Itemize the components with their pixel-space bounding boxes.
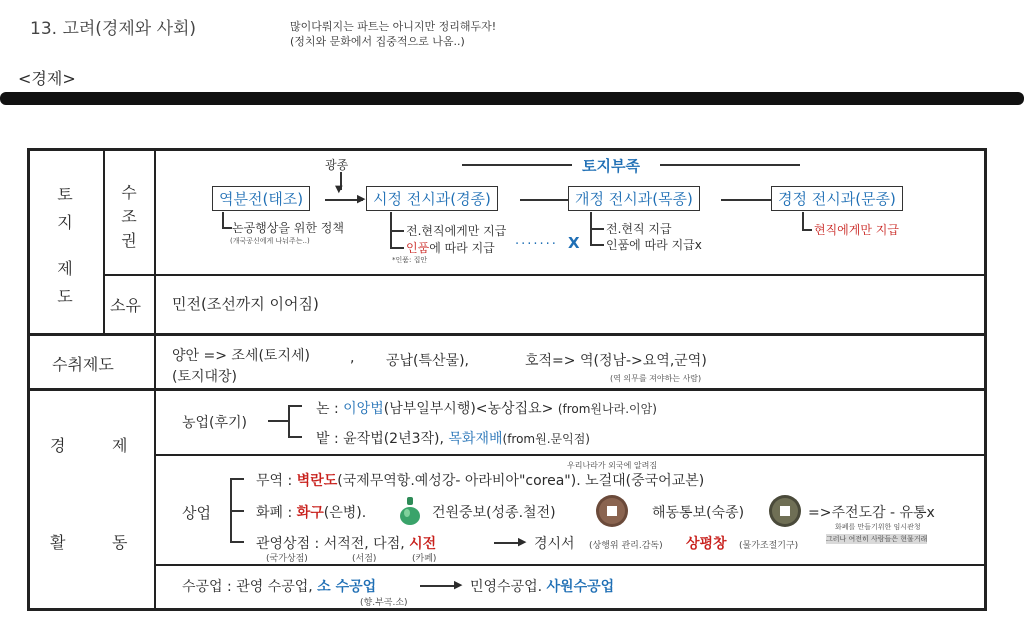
tax-line1a: 양안 => 조세(토지세) [172, 348, 310, 364]
dotted-connector: ······· [515, 237, 558, 252]
craft-line [182, 576, 376, 596]
craft-small: (향.부곡.소) [360, 598, 408, 608]
inpum-text: 인품 [406, 241, 430, 255]
shop-small-2: (서점) [352, 554, 377, 564]
money-small-2: 그러나 여전히 사람들은 현물거래 [826, 535, 928, 543]
commerce-label: 상업 [182, 504, 211, 522]
land-label-1: 토 [57, 185, 73, 204]
gyeongjeong-text: 경정 전시과(문종) [778, 190, 896, 208]
econ-label-3: 활 [50, 533, 66, 552]
craft-line-2 [470, 576, 614, 596]
gaejeong-note-2: 인품에 따라 지급x [606, 238, 702, 252]
gyeongjeong-box [771, 186, 903, 211]
sujo-label-1: 수 [121, 183, 137, 202]
yeokbunjeon-box [212, 186, 310, 211]
so-sugongeop: 소 수공업 [317, 579, 377, 595]
toji-bujok-label: 토지부족 [582, 157, 640, 175]
header-note-2: (정치와 문화에서 집중적으로 나옴..) [290, 35, 465, 48]
section-divider [0, 92, 1024, 105]
sawon-sugongeop: 사원수공업 [546, 579, 615, 595]
mokhwa: 목화재배 [448, 431, 503, 447]
iangbeop: 이앙법 [343, 401, 384, 417]
yeokbunjeon-note: 논공행상을 위한 정책 [232, 221, 344, 235]
sangpyeongchang-note: (물가조절기구) [739, 541, 799, 551]
page-title: 13. 고려(경제와 사회) [30, 19, 197, 39]
tax-small: (역 의무를 져야하는 사람) [610, 374, 702, 383]
inpum-note: *인품: 집안 [392, 256, 428, 264]
craft-a: 수공업 : 관영 수공업, [182, 579, 318, 595]
coin-icon [595, 494, 629, 528]
gaejeong-note-1: 전.현직 지급 [606, 222, 672, 236]
sijeon: 시전 [409, 536, 437, 552]
gwangjong-label: 광종 [325, 158, 349, 172]
sijeong-note-1: 전.현직에게만 지급 [406, 224, 507, 238]
trade-label: 무역 : [256, 473, 297, 489]
sijeong-note-2 [406, 239, 495, 256]
tax-label: 수취제도 [52, 355, 114, 374]
gaejeong-text: 개정 전시과(목종) [575, 190, 693, 208]
craft-c: 민영수공업. [470, 579, 547, 595]
yeokbunjeon-small: (개국공신에게 나눠주는..) [230, 237, 310, 245]
tax-line1b: , [350, 350, 355, 366]
header-note-1: 많이다뤄지는 파트는 아니지만 정리해두자! [290, 20, 497, 33]
agri-bat: 밭 : 윤작법(2년3작), [316, 431, 449, 447]
shop-a: 관영상점 : 서적전, 다점, [256, 536, 410, 552]
money-small-1: 화폐를 만들기위한 임시관청 [835, 523, 921, 531]
soyu-text: 민전(조선까지 이어짐) [172, 295, 319, 313]
sujo-label-2: 조 [121, 207, 137, 226]
money-line [256, 502, 366, 522]
geonwon-text: 건원중보(성종.철전) [432, 505, 556, 521]
shop-small-1: (국가상점) [266, 554, 308, 564]
yeokbunjeon-text: 역분전(태조) [219, 190, 304, 208]
tax-line1d: 호적=> 역(정남->요역,군역) [525, 353, 707, 369]
trade-line [256, 470, 704, 490]
gaejeong-box [568, 186, 700, 211]
shop-small-3: (카페) [412, 554, 437, 564]
agri-label: 농업(후기) [182, 415, 248, 431]
gyeongjeong-note: 현직에게만 지급 [814, 223, 899, 237]
land-label-4: 도 [57, 287, 73, 306]
agri-1c: (남부일부시행)<농상집요> [383, 401, 554, 417]
soyu-label: 소유 [110, 296, 141, 315]
agri-non: 논 : [316, 401, 344, 417]
land-label-3: 제 [57, 259, 73, 278]
agri-line2 [316, 428, 590, 448]
sujo-label-3: 권 [121, 231, 137, 250]
agri-1d: (from원나라.이암) [557, 402, 657, 416]
gyeongsiseo: 경시서 [534, 536, 575, 552]
hwagu: 화구 [296, 505, 324, 521]
econ-label-4: 동 [112, 533, 128, 552]
tax-line2: (토지대장) [172, 369, 238, 385]
sijeong-text: 시정 전시과(경종) [373, 190, 491, 208]
sangpyeongchang: 상평창 [686, 536, 727, 552]
x-mark: X [568, 234, 580, 252]
section-title: <경제> [18, 69, 76, 88]
silver-vase-icon [398, 496, 422, 526]
jujeon-text: =>주전도감 - 유통x [808, 505, 935, 521]
trade-rest: (국제무역항.예성강- 아라비아"corea"). 노걸대(중국어교본) [337, 473, 705, 489]
coin-icon-2 [768, 494, 802, 528]
gyeongsiseo-note: (상행위 관리.감독) [589, 541, 663, 551]
byeokrando: 벽란도 [296, 473, 338, 489]
sijeong-note-2-rest: 에 따라 지급 [429, 241, 495, 255]
agri-2c: (from원.문익점) [502, 432, 590, 446]
haedong-text: 해동통보(숙종) [652, 505, 745, 521]
money-label: 화폐 : [256, 505, 297, 521]
econ-label-2: 제 [112, 436, 128, 455]
agri-line1 [316, 398, 657, 418]
tax-line1c: 공납(특산물), [386, 353, 469, 369]
sijeong-box [366, 186, 498, 211]
econ-label-1: 경 [50, 436, 66, 455]
shop-line [256, 533, 436, 553]
trade-small: 우리나라가 외국에 알려짐 [567, 461, 658, 470]
money-c: (은병). [323, 505, 367, 521]
land-label-2: 지 [57, 213, 73, 232]
